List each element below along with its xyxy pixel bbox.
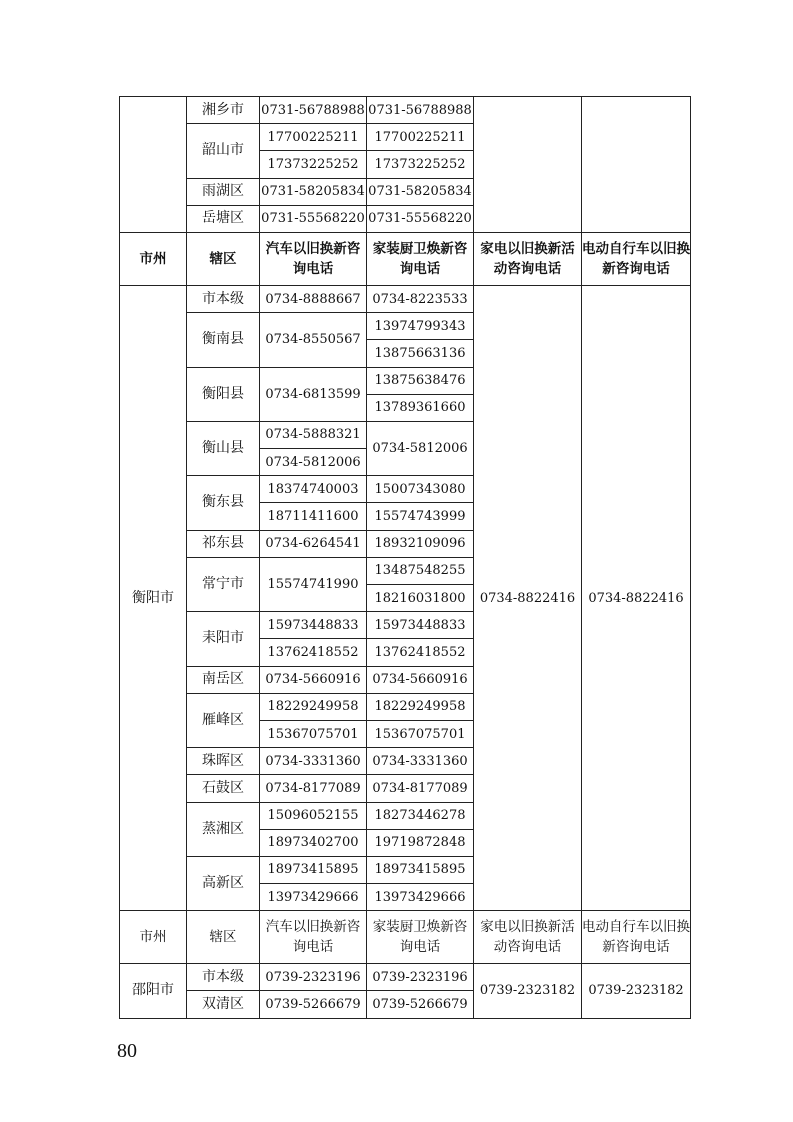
ebike-phone-cell bbox=[582, 97, 691, 233]
kitchen-phone-cell: 13875638476 bbox=[367, 367, 474, 394]
car-phone-cell: 0734-8177089 bbox=[260, 775, 367, 802]
kitchen-phone-cell: 15574743999 bbox=[367, 503, 474, 530]
district-cell: 湘乡市 bbox=[187, 97, 260, 124]
car-phone-cell: 13762418552 bbox=[260, 639, 367, 666]
header-kitchen-hotline: 家装厨卫焕新咨询电话 bbox=[367, 232, 474, 285]
district-cell: 南岳区 bbox=[187, 666, 260, 693]
header-car-hotline: 汽车以旧换新咨询电话 bbox=[260, 911, 367, 964]
header-appliance-hotline: 家电以旧换新活动咨询电话 bbox=[474, 911, 582, 964]
kitchen-phone-cell: 13875663136 bbox=[367, 340, 474, 367]
ebike-phone-cell: 0739-2323182 bbox=[582, 964, 691, 1018]
car-phone-cell: 0734-5888321 bbox=[260, 421, 367, 448]
district-cell: 衡南县 bbox=[187, 313, 260, 367]
district-cell: 市本级 bbox=[187, 964, 260, 991]
kitchen-phone-cell: 0734-5660916 bbox=[367, 666, 474, 693]
kitchen-phone-cell: 18932109096 bbox=[367, 530, 474, 557]
kitchen-phone-cell: 0731-56788988 bbox=[367, 97, 474, 124]
city-cell: 衡阳市 bbox=[120, 285, 187, 910]
car-phone-cell: 18711411600 bbox=[260, 503, 367, 530]
header-row bbox=[120, 232, 691, 285]
car-phone-cell: 15973448833 bbox=[260, 612, 367, 639]
district-cell: 双清区 bbox=[187, 991, 260, 1018]
car-phone-cell: 18374740003 bbox=[260, 476, 367, 503]
kitchen-phone-cell: 18273446278 bbox=[367, 802, 474, 829]
district-cell: 市本级 bbox=[187, 285, 260, 312]
kitchen-phone-cell: 19719872848 bbox=[367, 829, 474, 856]
car-phone-cell: 0734-8550567 bbox=[260, 313, 367, 367]
kitchen-phone-cell: 15367075701 bbox=[367, 720, 474, 747]
district-cell: 岳塘区 bbox=[187, 205, 260, 232]
header-district: 辖区 bbox=[187, 232, 260, 285]
kitchen-phone-cell: 13973429666 bbox=[367, 884, 474, 911]
car-phone-cell: 0731-58205834 bbox=[260, 178, 367, 205]
car-phone-cell: 13973429666 bbox=[260, 884, 367, 911]
car-phone-cell: 17700225211 bbox=[260, 124, 367, 151]
header-car-hotline: 汽车以旧换新咨询电话 bbox=[260, 232, 367, 285]
kitchen-phone-cell: 0734-5812006 bbox=[367, 421, 474, 475]
kitchen-phone-cell: 0731-58205834 bbox=[367, 178, 474, 205]
header-row bbox=[120, 911, 691, 964]
district-cell: 雨湖区 bbox=[187, 178, 260, 205]
kitchen-phone-cell: 0739-2323196 bbox=[367, 964, 474, 991]
hotline-table bbox=[119, 96, 691, 1019]
appliance-phone-cell: 0734-8822416 bbox=[474, 285, 582, 910]
city-cell: 邵阳市 bbox=[120, 964, 187, 1018]
car-phone-cell: 0734-6264541 bbox=[260, 530, 367, 557]
appliance-phone-cell: 0739-2323182 bbox=[474, 964, 582, 1018]
table-body bbox=[120, 97, 691, 1019]
table-row bbox=[120, 285, 691, 312]
car-phone-cell: 18229249958 bbox=[260, 693, 367, 720]
car-phone-cell: 0739-2323196 bbox=[260, 964, 367, 991]
appliance-phone-cell bbox=[474, 97, 582, 233]
kitchen-phone-cell: 17373225252 bbox=[367, 151, 474, 178]
district-cell: 祁东县 bbox=[187, 530, 260, 557]
header-city: 市州 bbox=[120, 232, 187, 285]
car-phone-cell: 15096052155 bbox=[260, 802, 367, 829]
car-phone-cell: 0734-5812006 bbox=[260, 449, 367, 476]
table-row bbox=[120, 97, 691, 124]
district-cell: 韶山市 bbox=[187, 124, 260, 178]
car-phone-cell: 18973402700 bbox=[260, 829, 367, 856]
kitchen-phone-cell: 0734-8223533 bbox=[367, 285, 474, 312]
header-district: 辖区 bbox=[187, 911, 260, 964]
header-ebike-hotline: 电动自行车以旧换新咨询电话 bbox=[582, 911, 691, 964]
kitchen-phone-cell: 17700225211 bbox=[367, 124, 474, 151]
header-appliance-hotline: 家电以旧换新活动咨询电话 bbox=[474, 232, 582, 285]
district-cell: 衡东县 bbox=[187, 476, 260, 530]
district-cell: 耒阳市 bbox=[187, 612, 260, 666]
kitchen-phone-cell: 15973448833 bbox=[367, 612, 474, 639]
kitchen-phone-cell: 0731-55568220 bbox=[367, 205, 474, 232]
kitchen-phone-cell: 0734-3331360 bbox=[367, 748, 474, 775]
district-cell: 常宁市 bbox=[187, 557, 260, 611]
district-cell: 珠晖区 bbox=[187, 748, 260, 775]
car-phone-cell: 15574741990 bbox=[260, 557, 367, 611]
car-phone-cell: 0731-56788988 bbox=[260, 97, 367, 124]
car-phone-cell: 0734-8888667 bbox=[260, 285, 367, 312]
kitchen-phone-cell: 13789361660 bbox=[367, 394, 474, 421]
car-phone-cell: 0734-5660916 bbox=[260, 666, 367, 693]
district-cell: 蒸湘区 bbox=[187, 802, 260, 856]
kitchen-phone-cell: 13762418552 bbox=[367, 639, 474, 666]
ebike-phone-cell: 0734-8822416 bbox=[582, 285, 691, 910]
kitchen-phone-cell: 13487548255 bbox=[367, 557, 474, 584]
district-cell: 石鼓区 bbox=[187, 775, 260, 802]
kitchen-phone-cell: 13974799343 bbox=[367, 313, 474, 340]
district-cell: 高新区 bbox=[187, 856, 260, 910]
car-phone-cell: 0739-5266679 bbox=[260, 991, 367, 1018]
header-city: 市州 bbox=[120, 911, 187, 964]
kitchen-phone-cell: 18229249958 bbox=[367, 693, 474, 720]
car-phone-cell: 15367075701 bbox=[260, 720, 367, 747]
district-cell: 衡山县 bbox=[187, 421, 260, 475]
header-ebike-hotline: 电动自行车以旧换新咨询电话 bbox=[582, 232, 691, 285]
kitchen-phone-cell: 0734-8177089 bbox=[367, 775, 474, 802]
kitchen-phone-cell: 0739-5266679 bbox=[367, 991, 474, 1018]
kitchen-phone-cell: 15007343080 bbox=[367, 476, 474, 503]
header-kitchen-hotline: 家装厨卫焕新咨询电话 bbox=[367, 911, 474, 964]
district-cell: 雁峰区 bbox=[187, 693, 260, 747]
district-cell: 衡阳县 bbox=[187, 367, 260, 421]
kitchen-phone-cell: 18216031800 bbox=[367, 585, 474, 612]
page-number: 80 bbox=[117, 1040, 137, 1062]
table-row bbox=[120, 964, 691, 991]
kitchen-phone-cell: 18973415895 bbox=[367, 856, 474, 883]
car-phone-cell: 18973415895 bbox=[260, 856, 367, 883]
city-cell bbox=[120, 97, 187, 233]
car-phone-cell: 0734-3331360 bbox=[260, 748, 367, 775]
car-phone-cell: 0731-55568220 bbox=[260, 205, 367, 232]
car-phone-cell: 0734-6813599 bbox=[260, 367, 367, 421]
car-phone-cell: 17373225252 bbox=[260, 151, 367, 178]
